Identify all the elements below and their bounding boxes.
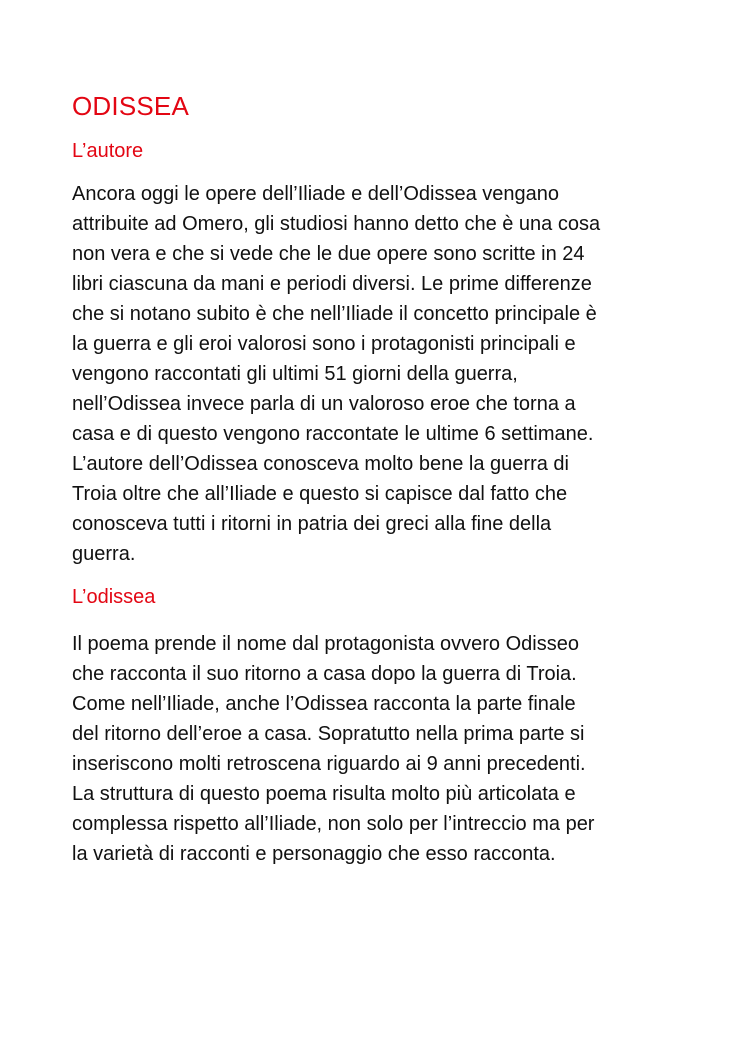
text-line: attribuite ad Omero, gli studiosi hanno detto che è una cosa (72, 213, 601, 235)
text-line: conosceva tutti i ritorni in patria dei greci alla fine della (72, 513, 552, 535)
text-line: nell’Odissea invece parla di un valoroso eroe che torna a (72, 393, 576, 415)
text-line: inseriscono molti retroscena riguardo ai 9 anni precedenti. (72, 753, 586, 775)
text-line: libri ciascuna da mani e periodi diversi. Le prime differenze (72, 273, 592, 295)
text-line: Troia oltre che all’Iliade e questo si capisce dal fatto che (72, 483, 568, 505)
text-line: la guerra e gli eroi valorosi sono i protagonisti principali e (72, 333, 576, 355)
section-heading-autore: L’autore (72, 140, 144, 162)
text-line: Come nell’Iliade, anche l’Odissea racconta la parte finale (72, 693, 576, 715)
paragraph-autore (72, 179, 682, 569)
text-line: la varietà di racconti e personaggio che esso racconta. (72, 843, 556, 865)
text-line: complessa rispetto all’Iliade, non solo per l’intreccio ma per (72, 813, 595, 835)
paragraph-odissea (72, 629, 682, 869)
text-line: Il poema prende il nome dal protagonista ovvero Odisseo (72, 633, 579, 655)
section-heading-odissea: L’odissea (72, 586, 156, 608)
text-line: Ancora oggi le opere dell’Iliade e dell’Odissea vengano (72, 183, 559, 205)
text-line: guerra. (72, 543, 136, 565)
document-content (72, 88, 682, 869)
text-line: non vera e che si vede che le due opere sono scritte in 24 (72, 243, 585, 265)
text-line: del ritorno dell’eroe a casa. Sopratutto nella prima parte si (72, 723, 585, 745)
text-line: che racconta il suo ritorno a casa dopo la guerra di Troia. (72, 663, 577, 685)
text-line: casa e di questo vengono raccontate le ultime 6 settimane. (72, 423, 594, 445)
text-line: L’autore dell’Odissea conosceva molto bene la guerra di (72, 453, 569, 475)
text-line: che si notano subito è che nell’Iliade il concetto principale è (72, 303, 597, 325)
text-line: vengono raccontati gli ultimi 51 giorni della guerra, (72, 363, 518, 385)
document-title: ODISSEA (72, 91, 189, 121)
text-line: La struttura di questo poema risulta molto più articolata e (72, 783, 576, 805)
